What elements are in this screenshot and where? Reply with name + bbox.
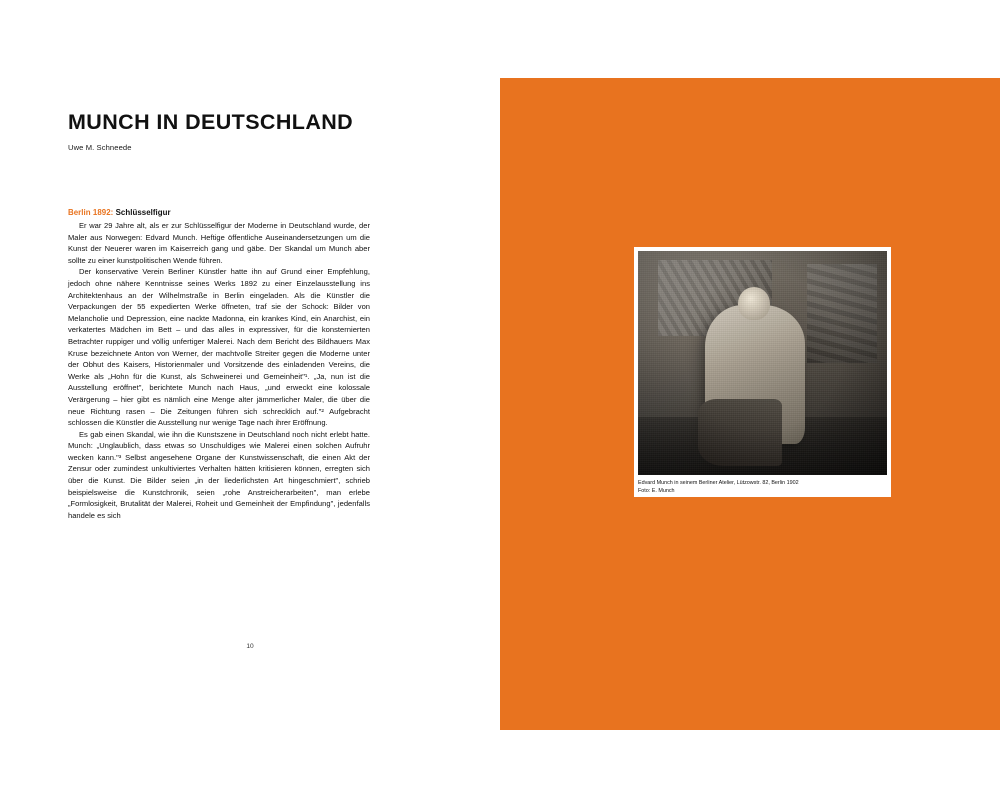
article-author: Uwe M. Schneede (68, 142, 132, 152)
left-page (0, 78, 500, 730)
paragraph: Es gab einen Skandal, wie ihn die Kunstszene in Deutschland noch nicht erlebt hatte. Munch: „Unglaublich, dass etwas so Unschuldiges wie Malerei einen solchen Aufruhr wecken kann."³ Selbst angesehene Organe der Kunstwissenschaft, die einen Akt der Zensur oder zumindest unkultiviertes Verhalten hätten kritisieren können, erregten sich über die Kunst. Die Bilder seien „in der liederlichsten Art hingeschmiert", schrieb beispielsweise die Kunstchronik, seien „rohe Anstreicherarbeiten", man erlebe „Formlosigkeit, Brutalität der Malerei, Roheit und Gemeinheit der Empfindung", jedenfalls handele es sich (68, 429, 370, 520)
section-label-rest: Schlüsselfigur (113, 208, 171, 217)
right-page (500, 78, 1000, 730)
page-number: 10 (246, 643, 254, 650)
section-label-accent: Berlin 1892: (68, 208, 114, 217)
photo-caption-line-2: Foto: E. Munch (638, 488, 675, 494)
photo-frame (634, 247, 891, 497)
article-header (68, 112, 370, 152)
photo-caption (638, 479, 883, 495)
edvard-munch-photograph (638, 251, 887, 475)
paragraph: Der konservative Verein Berliner Künstler hatte ihn auf Grund einer Empfehlung, jedoch ohne nähere Kenntnisse seines Werks 1892 zu einer Einzelausstellung ins Architektenhaus an der Wilhelmstraße in Berlin eingeladen. Als die Künstler die Verpackungen der 55 expedierten Werke öffneten, traf sie der Schock: Bilder von Melancholie und Depression, eine nackte Madonna, ein krankes Kind, ein Anarchist, ein verkatertes Mädchen im Bett – und das alles in expressiver, für die konsternierten Betrachter ruppiger und völlig unfertiger Malerei. Nach dem Bericht des Bildhauers Max Kruse bezeichnete Anton von Werner, der machtvolle Streiter gegen die Moderne unter der Obhut des Kaisers, Historienmaler und Vorsitzende des einladenden Vereins, die Werke als „Hohn für die Kunst, als Schweinerei und Gemeinheit"¹. „Ja, nun ist die Ausstellung eröffnet", berichtete Munch nach Haus, „und erweckt eine kolossale Verärgerung – hier gibt es nämlich eine Menge alter jämmerlicher Maler, die über die neue Richtung rasen – Die Zeitungen führen sich schrecklich auf."² Aufgebracht schlossen die Künstler die Ausstellung nur wenige Tage nach ihrer Eröffnung. (68, 267, 370, 428)
section-label (68, 208, 370, 217)
page-title: MUNCH IN DEUTSCHLAND (68, 110, 354, 134)
article-body (68, 208, 370, 521)
book-spread (0, 78, 1000, 730)
paragraph: Er war 29 Jahre alt, als er zur Schlüsselfigur der Moderne in Deutschland wurde, der Maler aus Norwegen: Edvard Munch. Heftige öffentliche Auseinandersetzungen um die Kunst der Neuerer waren im Kaiserreich gang und gäbe. Der Skandal um Munch aber sollte zu einer kunstpolitischen Wende führen. (68, 221, 370, 265)
photo-vignette-overlay (638, 251, 887, 475)
photo-caption-line-1: Edvard Munch in seinem Berliner Atelier, Lützowstr. 82, Berlin 1902 (638, 480, 799, 486)
